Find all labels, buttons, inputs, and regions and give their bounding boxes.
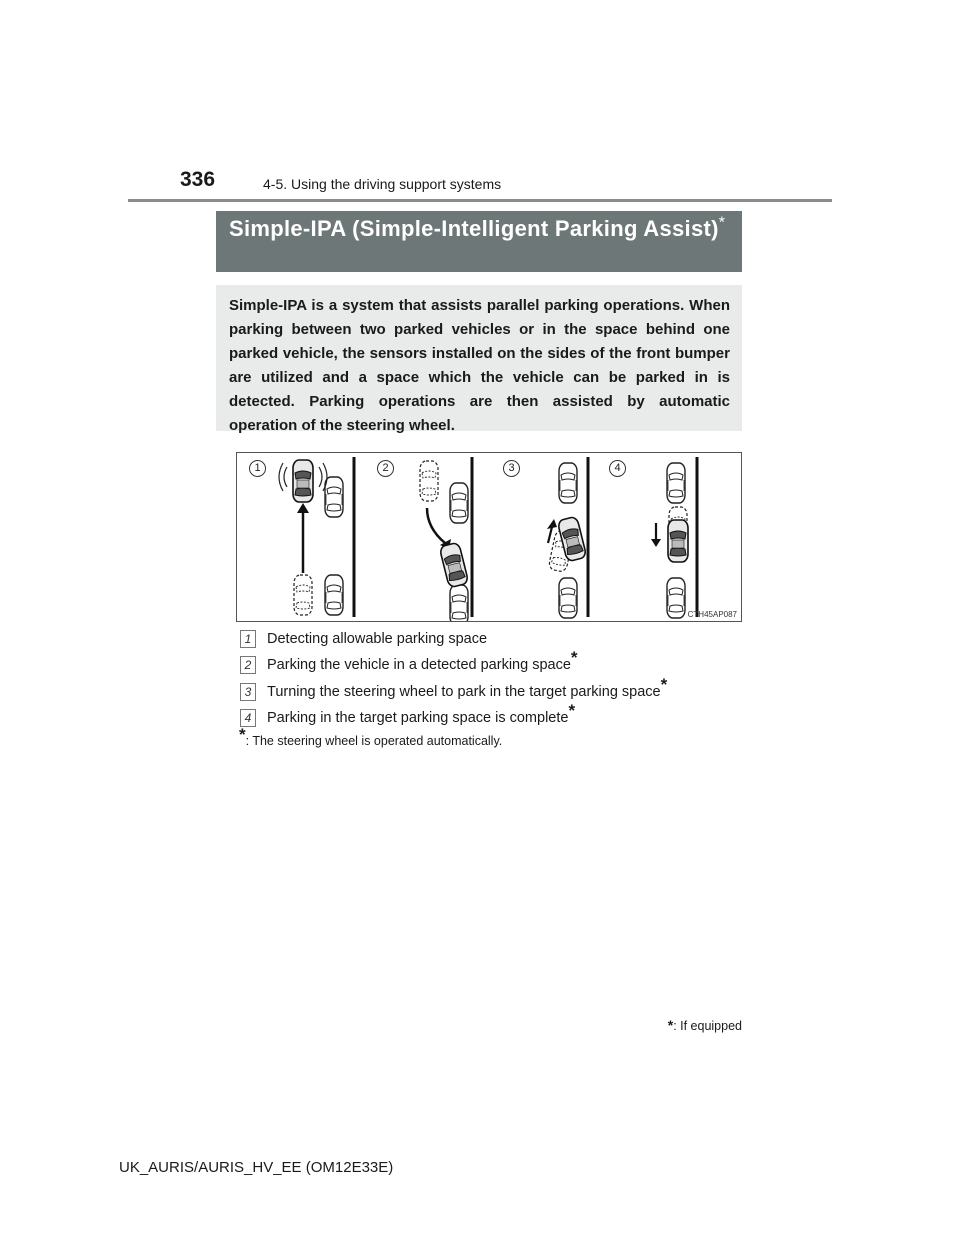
equipped-asterisk: * <box>718 214 726 232</box>
caption-item <box>240 648 760 680</box>
panel-number-3: 3 <box>503 460 520 477</box>
caption-item <box>240 628 760 654</box>
caption-number: 4 <box>240 709 256 727</box>
panel-3 <box>547 457 588 618</box>
panel-2 <box>420 457 472 621</box>
equipped-note-asterisk: * <box>667 1017 674 1033</box>
caption-text: Parking the vehicle in a detected parking space <box>267 657 571 674</box>
section-title-box <box>216 211 742 272</box>
caption-number: 3 <box>240 683 256 701</box>
caption-text: Detecting allowable parking space <box>267 631 488 647</box>
caption-text: Turning the steering wheel to park in the target parking space <box>267 683 661 700</box>
caption-list <box>240 628 760 734</box>
caption-text: Parking in the target parking space is complete <box>267 710 569 727</box>
panel-4 <box>651 457 697 618</box>
caption-asterisk: * <box>568 701 576 721</box>
panel-number-2: 2 <box>377 460 394 477</box>
footer-model-code: UK_AURIS/AURIS_HV_EE (OM12E33E) <box>119 1159 394 1176</box>
panel-number-4: 4 <box>609 460 626 477</box>
illustration-code: CTH45AP087 <box>687 610 737 619</box>
page-number: 336 <box>180 168 216 191</box>
section-header: 4-5. Using the driving support systems <box>263 176 502 192</box>
header-divider <box>128 199 832 202</box>
footnote <box>239 724 503 748</box>
caption-number: 1 <box>240 630 256 648</box>
caption-asterisk: * <box>660 674 668 694</box>
panel-number-1: 1 <box>249 460 266 477</box>
caption-item <box>240 674 760 707</box>
parking-illustration <box>236 452 742 622</box>
parking-diagram <box>237 453 741 621</box>
section-title: Simple-IPA (Simple-Intelligent Parking Assist) <box>229 216 719 241</box>
footnote-text: : The steering wheel is operated automatically. <box>245 734 503 748</box>
caption-number: 2 <box>240 656 256 674</box>
equipped-note-text: : If equipped <box>673 1019 742 1033</box>
panel-1 <box>279 457 354 617</box>
caption-item <box>240 701 760 733</box>
footnote-asterisk: * <box>239 724 246 744</box>
intro-box <box>216 285 742 434</box>
caption-asterisk: * <box>570 648 578 668</box>
intro-text: Simple-IPA is a system that assists parallel parking operations. When parking between two parked vehicles or in the space behind one parked vehicle, the sensors installed on the sides of the front bumper are utilized and a space which the vehicle can be parked in is detected. Parking operations are then assisted by automatic operation of the steering wheel. <box>229 297 730 434</box>
equipped-note <box>600 1017 742 1033</box>
